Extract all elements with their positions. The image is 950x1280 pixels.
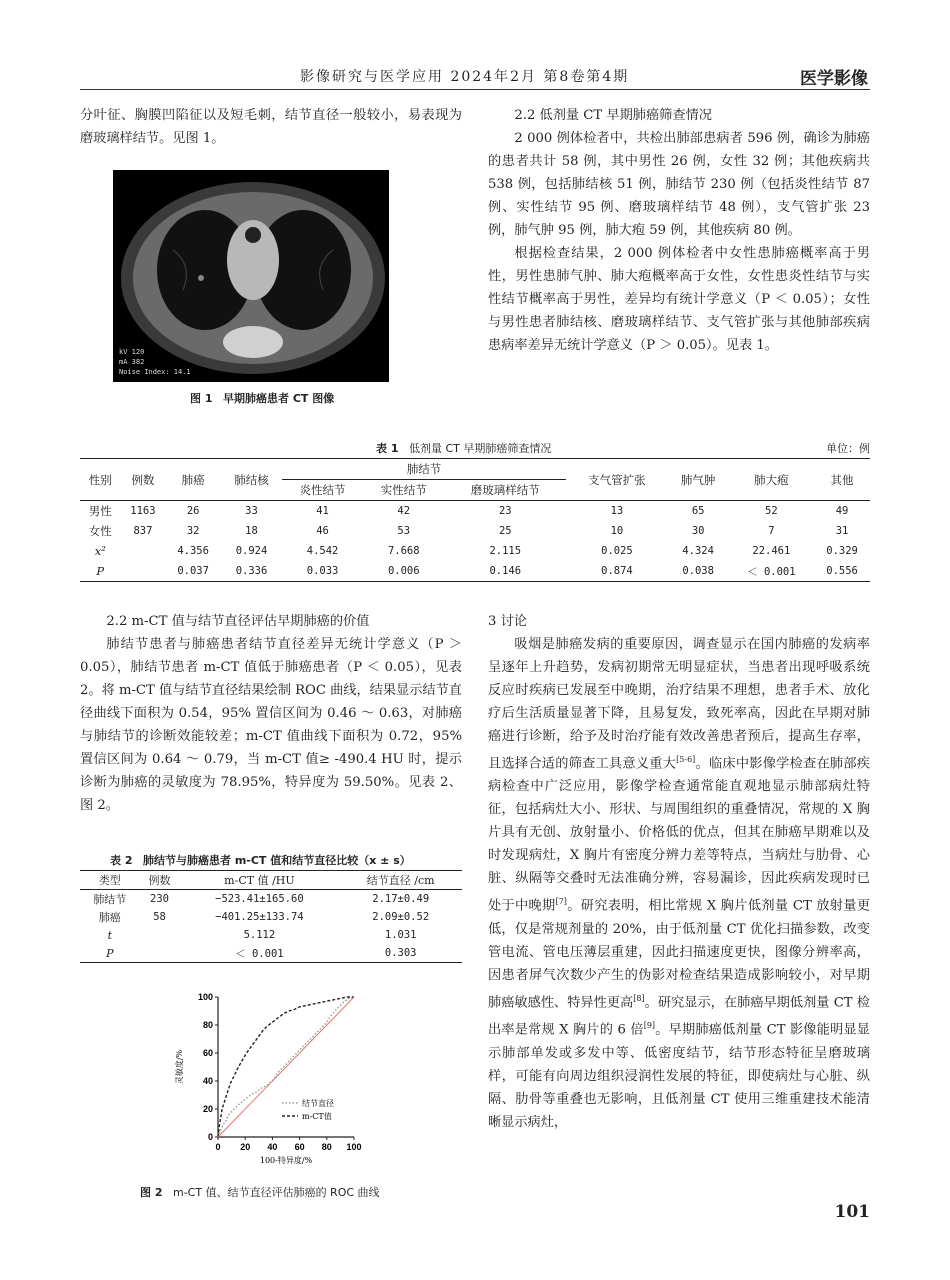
table-cell: 0.033: [306, 565, 339, 577]
table-cell: [121, 561, 166, 582]
table-cell: P: [106, 946, 114, 960]
table1-unit: 单位：例: [826, 442, 870, 455]
table-cell: 41: [316, 505, 329, 517]
x-tick-label: 100: [346, 1142, 362, 1152]
text-run: 吸烟是肺癌发病的重要原因，调查显示在国内肺癌的发病率呈逐年上升趋势，发病初期常无明显症状，当患者出现呼吸系统反应时疾病已发展至中晚期，治疗结果不理想，患者手术、放化疗后生活质量显著下降，且易复发，致死率高，因此在早期对肺癌进行诊断，给予及时治疗能有效改善患者预后，提高生存率，且选择合适的筛查工具意义重大: [488, 637, 870, 772]
table-header: 肺大疱: [754, 472, 789, 487]
table1-label: 表 1: [376, 442, 399, 455]
left-bottom-text: [80, 610, 462, 817]
y-tick-label: 0: [207, 1132, 213, 1142]
table-cell: 0.146: [489, 565, 522, 577]
legend-label: m-CT值: [302, 1112, 332, 1121]
citation: [8]: [633, 993, 645, 1003]
ct-scan-graphic: [113, 170, 389, 382]
legend-label: 结节直径: [302, 1099, 334, 1108]
table-cell: 65: [691, 505, 705, 517]
table-row: [80, 926, 462, 944]
table-header: 肺结节: [282, 459, 566, 480]
table-cell: 0.329: [826, 545, 858, 557]
ct-image: [113, 170, 389, 382]
journal-section-label: 医学影像: [800, 69, 868, 89]
table-cell: 0.303: [384, 947, 417, 959]
citation: [7]: [555, 897, 567, 907]
table1-title-text: 低剂量 CT 早期肺癌筛查情况: [408, 442, 552, 455]
table-row: [80, 908, 462, 926]
table-cell: 0.038: [682, 565, 714, 577]
table-header: 支气管扩张: [588, 472, 646, 487]
table-cell: 10: [610, 525, 624, 537]
roc-chart-svg: [170, 985, 370, 1175]
paragraph: 分叶征、胸膜凹陷征以及短毛刺，结节直径一般较小，易表现为磨玻璃样结节。见图 1。: [80, 108, 462, 146]
table1: [80, 458, 870, 582]
table-cell: t: [107, 928, 113, 942]
left-top-text: [80, 104, 462, 150]
table-row: [80, 561, 870, 582]
table-cell: 46: [316, 525, 329, 537]
table1-title: [376, 440, 551, 456]
table2: [80, 870, 462, 963]
table-row: [80, 541, 870, 561]
figure1-label: 图 1: [190, 392, 213, 405]
table-cell: 5.112: [243, 929, 276, 941]
x-tick-label: 0: [215, 1142, 221, 1152]
table-cell: 肺结节: [93, 893, 127, 906]
text-run: 。研究表明，相比常规 X 胸片低剂量 CT 放射量更低，仅是常规剂量的 20%，由于低剂量 CT 优化扫描参数，改变管电流、管电压薄层重建，因此扫描速度更快，图像分辨率高，因患者屏气次数少产生的伪影对检查结果造成影响较小，对早期肺癌敏感性、特异性更高: [488, 898, 871, 1011]
x-axis-label: 100-特异度/%: [259, 1156, 313, 1165]
paragraph: 2 000 例体检者中，共检出肺部患病者 596 例，确诊为肺癌的患者共计 58 例，其中男性 26 例，女性 32 例；其他疾病共 538 例，包括肺结核 51 例，肺结节 230 例（包括炎性结节 87 例、实性结节 95 例、磨玻璃样结节 48 例），支气管扩张 23 例，肺气肿 95 例，肺大疱 59 例，其他疾病 80 例。: [488, 131, 870, 238]
y-tick-label: 80: [202, 1020, 213, 1030]
right-bottom-text: [488, 610, 870, 1134]
table-cell: −401.25±133.74: [215, 911, 304, 923]
table-header: 类型: [98, 874, 121, 887]
section-heading: 2.2 m-CT 值与结节直径评估早期肺癌的价值: [106, 614, 370, 629]
table-cell: 男性: [88, 504, 112, 518]
text-run: 。临床中影像学检查在肺部疾病检查中广泛应用，影像学检查通常能直观地显示肺部病灶特征，包括病灶大小、形状、与周围组织的重叠情况，常规的 X 胸片具有无创、放射量小、价格低的优点，但其在肺癌早期难以及时发现病灶，X 胸片有密度分辨力差等特点，当病灶与肋骨、心脏、纵隔等交叠时无法准确分辨，容易漏诊，因此疾病发现时已处于中晚期: [488, 756, 870, 914]
table-row: [80, 890, 462, 909]
ct-overlay-noise: Noise Index: 14.1: [119, 368, 191, 376]
figure2-label: 图 2: [140, 1186, 163, 1199]
table-header: 肺癌: [181, 472, 205, 487]
x-tick-label: 40: [267, 1142, 278, 1152]
table2-title: [110, 852, 411, 868]
table-cell: 4.542: [306, 545, 339, 557]
table-cell: 2.115: [489, 545, 522, 557]
paragraph: [488, 633, 870, 1134]
citation: [9]: [643, 1021, 656, 1031]
header-rule: [80, 89, 870, 90]
table-cell: 女性: [88, 524, 112, 538]
table-header: 肺结核: [234, 472, 269, 487]
table-subheader: 磨玻璃样结节: [470, 483, 540, 497]
table-row: [80, 944, 462, 963]
table-cell: x²: [94, 544, 106, 558]
paragraph: 根据检查结果，2 000 例体检者中女性患肺癌概率高于男性，男性患肺气肿、肺大疱概率高于女性，女性患炎性结节与实性结节概率高于男性，差异均有统计学意义（P ＜ 0.05）；女性与男性患者肺结核、磨玻璃样结节、支气管扩张与其他肺部疾病患病率差异无统计学意义（P ＞ 0.05）。见表 1。: [488, 246, 870, 353]
table-cell: 0.336: [235, 565, 268, 577]
table-header: m-CT 值 /HU: [224, 874, 295, 887]
table-cell: P: [96, 564, 105, 578]
table-cell: 18: [245, 525, 258, 537]
table-cell: 32: [186, 525, 200, 537]
table-cell: [121, 541, 166, 561]
table2-title-text: 肺结节与肺癌患者 m-CT 值和结节直径比较（x ± s）: [142, 854, 411, 867]
table-cell: 0.025: [601, 545, 633, 557]
table-cell: 31: [835, 525, 849, 537]
y-tick-label: 100: [197, 992, 213, 1002]
table-cell: 1163: [130, 505, 156, 517]
roc-chart: [170, 985, 370, 1175]
table2-label: 表 2: [110, 854, 133, 867]
table-cell: −523.41±165.60: [215, 893, 304, 905]
table-cell: 25: [498, 525, 512, 537]
x-tick-label: 80: [321, 1142, 332, 1152]
ct-overlay-kv: kV 120: [119, 348, 145, 356]
table-cell: 4.324: [682, 545, 714, 557]
y-axis-label: 灵敏度/%: [175, 1049, 184, 1085]
section-heading: 3 讨论: [488, 614, 527, 629]
table-cell: 2.17±0.49: [372, 893, 430, 905]
table-cell: 13: [610, 505, 624, 517]
table-cell: 0.037: [177, 565, 209, 577]
section-heading: 2.2 低剂量 CT 早期肺癌筛查情况: [514, 108, 712, 123]
figure1-caption-text: 早期肺癌患者 CT 图像: [222, 392, 335, 405]
paragraph: 肺结节患者与肺癌患者结节直径差异无统计学意义（P ＞ 0.05），肺结节患者 m-CT 值低于肺癌患者（P ＜ 0.05），见表 2。将 m-CT 值与结节直径结果绘制 ROC 曲线，结果显示结节直径曲线下面积为 0.54，95% 置信区间为 0.46 ～ 0.63，对肺癌与肺结节的诊断效能较差；m-CT 值曲线下面积为 0.72，95% 置信区间为 0.64 ～ 0.79，当 m-CT 值≥ -490.4 HU 时，提示诊断为肺癌的灵敏度为 78.95%，特异度为 59.50%。见表 2、图 2。: [80, 637, 462, 813]
table-header: 例数: [148, 874, 171, 887]
table-cell: 1.031: [384, 929, 417, 941]
table-subheader: 实性结节: [380, 483, 427, 497]
text-run: 。早期肺癌低剂量 CT 影像能明显显示肺部单发或多发中等、低密度结节，结节形态特征呈磨玻璃样，可能有向周边组织浸润性发展的特征，即使病灶与心脏、纵隔、肋骨等重叠也无影响，且低剂量 CT 使用三维重建技术能清晰显示病灶，: [488, 1022, 870, 1130]
citation: [5-6]: [676, 755, 696, 764]
table-header: 结节直径 /cm: [366, 874, 435, 887]
x-tick-label: 60: [294, 1142, 305, 1152]
table-header: 例数: [131, 472, 155, 487]
table-cell: 0.924: [235, 545, 268, 557]
page-number: 101: [834, 1202, 870, 1222]
table-cell: 22.461: [752, 545, 791, 557]
table-cell: ＜ 0.001: [747, 565, 796, 578]
running-header: 影像研究与医学应用 2024年2月 第8卷第4期: [300, 69, 630, 85]
table-subheader: 炎性结节: [299, 483, 346, 497]
table-cell: 230: [150, 893, 169, 905]
table-cell: 0.874: [601, 565, 633, 577]
right-top-text: [488, 104, 870, 357]
figure1-caption: [190, 390, 334, 406]
table-cell: 26: [186, 505, 200, 517]
table-cell: 58: [153, 911, 166, 923]
figure2-caption: [140, 1184, 380, 1200]
table-cell: 0.556: [826, 565, 858, 577]
table-cell: 0.006: [387, 565, 420, 577]
table-cell: ＜ 0.001: [235, 947, 284, 960]
table-cell: 30: [691, 525, 705, 537]
table-cell: 42: [397, 505, 411, 517]
ct-overlay-ma: mA 382: [119, 358, 145, 366]
table-cell: 23: [498, 505, 512, 517]
table-cell: 53: [397, 525, 411, 537]
roc-series-line: [218, 997, 354, 1137]
table-header: 性别: [88, 472, 112, 487]
table-cell: 52: [765, 505, 778, 517]
table-cell: 肺癌: [98, 911, 121, 924]
table-cell: [140, 944, 180, 963]
table-header: 肺气肿: [680, 472, 716, 487]
table-cell: 7.668: [387, 545, 420, 557]
figure2-caption-text: m-CT 值、结节直径评估肺癌的 ROC 曲线: [172, 1186, 380, 1199]
table-cell: 837: [133, 525, 153, 537]
table-row: [80, 521, 870, 541]
table-header: 其他: [830, 472, 854, 487]
text-run: 。研究显示，在肺癌早期低剂量 CT 检出率是常规 X 胸片的 6 倍: [488, 995, 870, 1038]
table-row: [80, 501, 870, 522]
x-tick-label: 20: [240, 1142, 251, 1152]
table-cell: 33: [245, 505, 258, 517]
y-tick-label: 20: [202, 1104, 213, 1114]
y-tick-label: 40: [202, 1076, 213, 1086]
table-cell: 2.09±0.52: [372, 911, 430, 923]
table-cell: 4.356: [177, 545, 209, 557]
table-cell: 7: [768, 525, 775, 537]
table-cell: [140, 926, 180, 944]
table-cell: 49: [835, 505, 849, 517]
y-tick-label: 60: [202, 1048, 213, 1058]
